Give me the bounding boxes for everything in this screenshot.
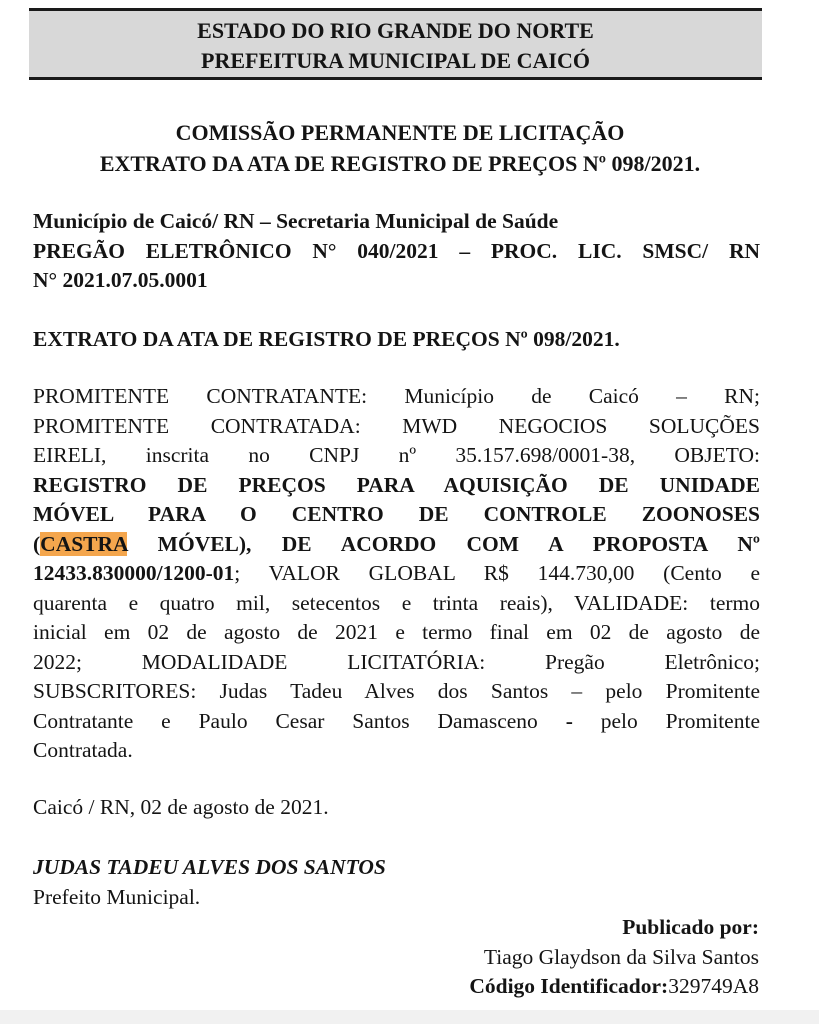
identifier-code <box>469 972 759 1002</box>
process-line-municipality: Município de Caicó/ RN – Secretaria Municipal de Saúde <box>33 209 559 233</box>
body-line: PROMITENTE CONTRATANTE: Município de Caicó – RN; <box>33 384 760 408</box>
body-line: Contratada. <box>33 738 133 762</box>
signature-block <box>33 853 760 912</box>
document-header <box>29 8 762 80</box>
published-by-label: Publicado por: <box>622 915 759 939</box>
highlighted-word: CASTRA <box>40 531 128 556</box>
extract-body <box>33 382 760 766</box>
extract-title: EXTRATO DA ATA DE REGISTRO DE PREÇOS Nº 098/2021. <box>99 151 701 176</box>
process-line-number: N° 2021.07.05.0001 <box>33 268 208 292</box>
signer-role: Prefeito Municipal. <box>33 884 201 909</box>
body-line: quarenta e quatro mil, setecentos e trinta reais), VALIDADE: termo <box>33 590 760 615</box>
signer-text-rest: pelo Promitente <box>572 708 760 733</box>
signer-text: Contratante e Paulo Cesar Santos Damasceno <box>33 708 566 733</box>
prefecture-name: PREFEITURA MUNICIPAL DE CAICÓ <box>201 48 590 73</box>
body-line: inicial em 02 de agosto de 2021 e termo final em 02 de agosto de <box>33 620 760 644</box>
body-line <box>33 559 760 589</box>
commission-title: COMISSÃO PERMANENTE DE LICITAÇÃO <box>175 120 625 145</box>
bottom-strip <box>0 1010 819 1024</box>
process-line-pregao: PREGÃO ELETRÔNICO N° 040/2021 – PROC. LIC. SMSC/ RN <box>33 238 760 263</box>
body-line: EIRELI, inscrita no CNPJ nº 35.157.698/0001-38, OBJETO: <box>33 443 760 467</box>
value-text: ; VALOR GLOBAL R$ 144.730,00 (Cento e <box>234 561 760 585</box>
signer-name: JUDAS TADEU ALVES DOS SANTOS <box>33 855 386 879</box>
state-name: ESTADO DO RIO GRANDE DO NORTE <box>197 18 594 43</box>
proposal-number: 12433.830000/1200-01 <box>33 561 235 585</box>
object-line: REGISTRO DE PREÇOS PARA AQUISIÇÃO DE UNIDADE <box>33 472 760 497</box>
body-line: 2022; MODALIDADE LICITATÓRIA: Pregão Eletrônico; <box>33 649 760 674</box>
process-info <box>33 207 760 296</box>
publisher-name: Tiago Glaydson da Silva Santos <box>483 944 759 969</box>
object-line-rest: MÓVEL), DE ACORDO COM A PROPOSTA Nº <box>127 531 760 556</box>
body-line: SUBSCRITORES: Judas Tadeu Alves dos Santos – pelo Promitente <box>33 679 760 703</box>
identifier-label: Código Identificador: <box>469 974 669 998</box>
paren-open: ( <box>33 531 41 556</box>
object-line: MÓVEL PARA O CENTRO DE CONTROLE ZOONOSES <box>33 502 760 526</box>
place-date: Caicó / RN, 02 de agosto de 2021. <box>33 795 329 819</box>
dash: - <box>565 708 573 733</box>
body-line: PROMITENTE CONTRATADA: MWD NEGOCIOS SOLUÇÕES <box>33 413 760 438</box>
extract-subtitle: EXTRATO DA ATA DE REGISTRO DE PREÇOS Nº 098/2021. <box>33 327 620 351</box>
identifier-value: 329749A8 <box>668 974 759 998</box>
object-line <box>33 530 760 560</box>
publication-info <box>469 913 759 1002</box>
body-line <box>33 707 760 737</box>
